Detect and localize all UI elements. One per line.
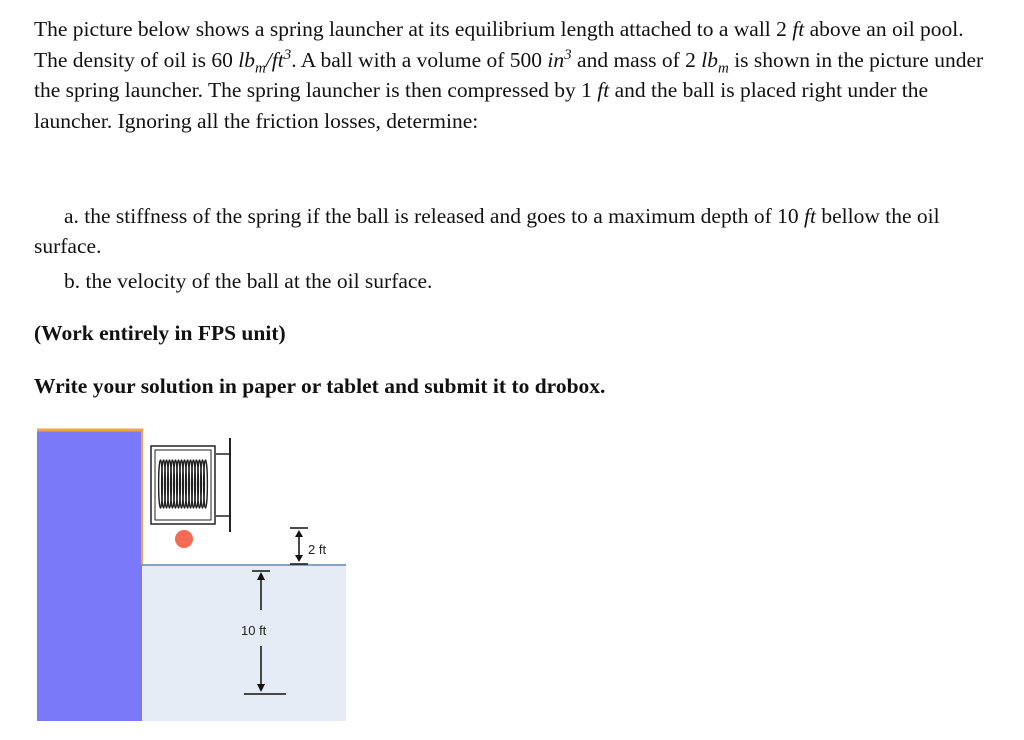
height-label: 2 ft: [308, 542, 327, 557]
arrow-down-icon: [295, 555, 303, 562]
submit-note: Write your solution in paper or tablet and submit it to drobox.: [34, 374, 606, 398]
wall: [37, 430, 142, 721]
spring-launcher-diagram: [32, 424, 352, 724]
part-a-question: a. the stiffness of the spring if the ball is released and goes to a maximum depth of 10 ft bellow the oil surface.: [34, 204, 940, 258]
problem-intro: The picture below shows a spring launcher at its equilibrium length attached to a wall 2 ft above an oil pool. The density of oil is 60 $lb_m/ft^3$. A ball with a volume of 500 $in^3$ and mass of 2 $lb_m$ is shown in the picture under the spring launcher. The spring launcher is then compressed by 1 ft and the ball is placed right under the launcher. Ignoring all the friction losses, determine:: [34, 17, 984, 133]
height-dimension: [290, 528, 326, 564]
oil-pool: [142, 564, 346, 721]
spring-launcher: [151, 438, 230, 532]
depth-label: 10 ft: [241, 623, 267, 638]
units-note: (Work entirely in FPS unit): [34, 321, 286, 345]
arrow-up-icon: [295, 530, 303, 537]
ball: [175, 530, 193, 548]
part-b-question: b. the velocity of the ball at the oil surface.: [64, 269, 433, 293]
